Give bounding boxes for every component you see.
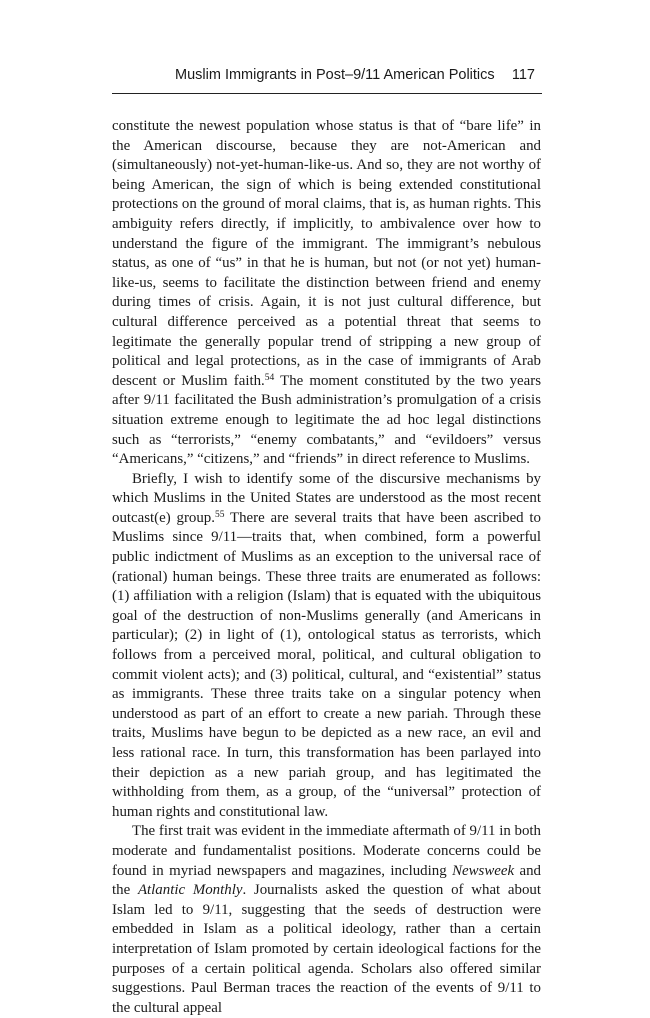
paragraph-1-text-b: The moment constituted by the two years after 9/11 facilitated the Bush administration’s promulgation of a crisis situation extreme enough to legitimate the ad hoc legal distinctions such as “terrorists,” “enemy combatants,” and “evildoers” versus “Americans,” “citizens,” and “friends” in direct reference to Muslims. (112, 372, 542, 468)
running-head (112, 63, 542, 94)
paragraph-2 (112, 470, 541, 823)
paragraph-3-text-b: and the (112, 862, 541, 899)
footnote-ref-54: 54 (264, 372, 275, 383)
running-head-title: Muslim Immigrants in Post–9/11 American Politics (175, 67, 495, 83)
body-text (112, 117, 541, 1018)
page-number: 117 (511, 67, 535, 83)
footnote-ref-55: 55 (214, 509, 225, 520)
paragraph-3-text-c: . Journalists asked the question of what about Islam led to 9/11, suggesting that the seeds of destruction were embedded in Islam as a political ideology, rather than a certain interpretation of Islam promoted by certain ideological factions for the purposes of a certain political agenda. Scholars also offered similar suggestions. Paul Berman traces the reaction of the events of 9/11 to the cultural appeal (112, 882, 542, 1016)
paragraph-1-text-a: constitute the newest population whose status is that of “bare life” in the American discourse, because they are not-American and (simultaneously) not-yet-human-like-us. And so, they are not worthy of being American, the sign of which is being extended constitutional protections on the ground of moral claims, that is, as human rights. This ambiguity refers directly, if implicitly, to ambivalence over how to understand the figure of the immigrant. The immigrant’s nebulous status, as one of “us” in that he is human, but not (or not yet) human-like-us, seems to facilitate the distinction between friend and enemy during times of crisis. Again, it is not just cultural difference, but cultural difference perceived as a potential threat that seems to legitimate the generally popular trend of stripping a new group of political and legal protections, as in the case of immigrants of Arab descent or Muslim faith. (112, 118, 541, 389)
atlantic-monthly-title: Atlantic Monthly (137, 882, 243, 899)
paragraph-2-text-b: There are several traits that have been ascribed to Muslims since 9/11—traits that, when combined, form a powerful public indictment of Muslims as an exception to the universal race of (rational) human beings. These three traits are enumerated as follows: (1) affiliation with a religion (Islam) that is equated with the ubiquitous goal of the destruction of non-Muslims generally (and Americans in particular); (2) in light of (1), ontological status as terrorists, which follows from a perceived moral, political, and cultural obligation to commit violent acts); and (3) political, cultural, and “existential” status as immigrants. These three traits take on a singular potency when understood as part of an effort to create a new pariah. Through these traits, Muslims have begun to be depicted as a new race, an evil and less rational race. In turn, this transformation has been parlayed into their depiction as a new pariah group, and has legitimated the withholding from them, as a group, of the “universal” protection of human rights and constitutional law. (112, 509, 542, 820)
paragraph-3-text-a: The first trait was evident in the immediate aftermath of 9/11 in both moderate and fundamentalist positions. Moderate concerns could be found in myriad newspapers and magazines, including (112, 823, 541, 879)
paragraph-3 (112, 822, 541, 1018)
newsweek-title: Newsweek (452, 862, 515, 879)
paragraph-1 (112, 117, 541, 470)
paragraph-2-text-a: Briefly, I wish to identify some of the discursive mechanisms by which Muslims in the United States are understood as the most recent outcast(e) group. (112, 470, 541, 526)
